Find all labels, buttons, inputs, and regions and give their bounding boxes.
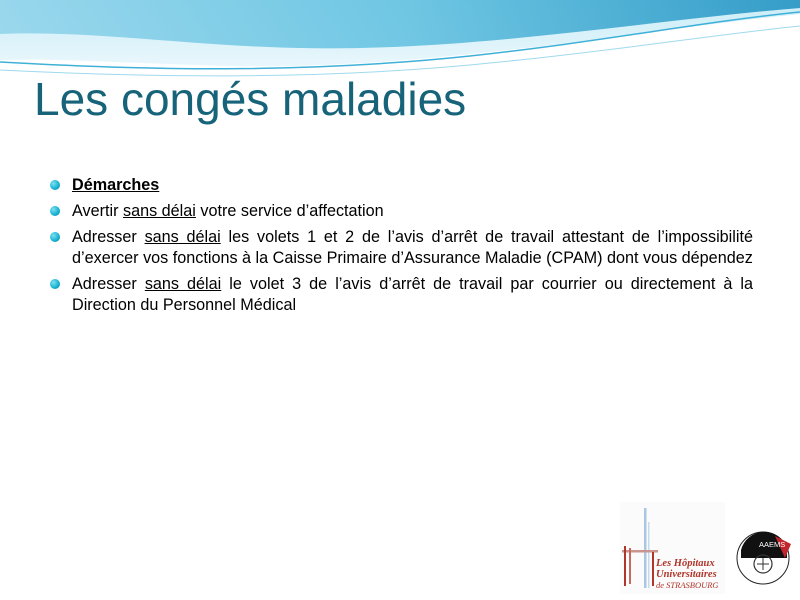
bullet-item-avertir: [48, 201, 753, 222]
bullet-text-before: Adresser: [72, 275, 145, 293]
bullet-item-volet-3: [48, 274, 753, 316]
hus-line-3: de STRASBOURG: [656, 580, 719, 590]
bullet-text-after: le volet 3 de l’avis d’arrêt de travail par courrier ou directement à la Direction du Personnel Médical: [72, 275, 753, 314]
slide-title: Les congés maladies: [34, 73, 467, 125]
bullet-list: [48, 175, 753, 321]
hus-line-2: Universitaires: [656, 569, 717, 580]
bullet-emphasis: sans délai: [144, 275, 222, 293]
hus-line-1: Les Hôpitaux: [656, 558, 715, 569]
aaems-emblem: [735, 528, 793, 586]
aaems-logo: [735, 528, 793, 586]
bullet-text-before: Adresser: [72, 228, 145, 246]
hus-logo: [620, 502, 725, 594]
bullet-text-before: Avertir: [72, 202, 123, 220]
bullet-item-demarches: [48, 175, 753, 196]
bullet-heading: Démarches: [72, 176, 160, 194]
hus-logo-text: [656, 558, 726, 591]
bullet-text-after: votre service d’affectation: [195, 202, 384, 220]
bullet-emphasis: sans délai: [144, 228, 221, 246]
bullet-emphasis: sans délai: [122, 202, 196, 220]
bullet-text-after: les volets 1 et 2 de l’avis d’arrêt de travail attestant de l’impossibilité d’exercer vos fonctions à la Caisse Primaire d’Assurance Maladie (CPAM) dont vous dépendez: [72, 228, 753, 267]
bullet-item-volets-1-2: [48, 227, 753, 269]
aaems-label: AAEMS: [759, 540, 786, 549]
